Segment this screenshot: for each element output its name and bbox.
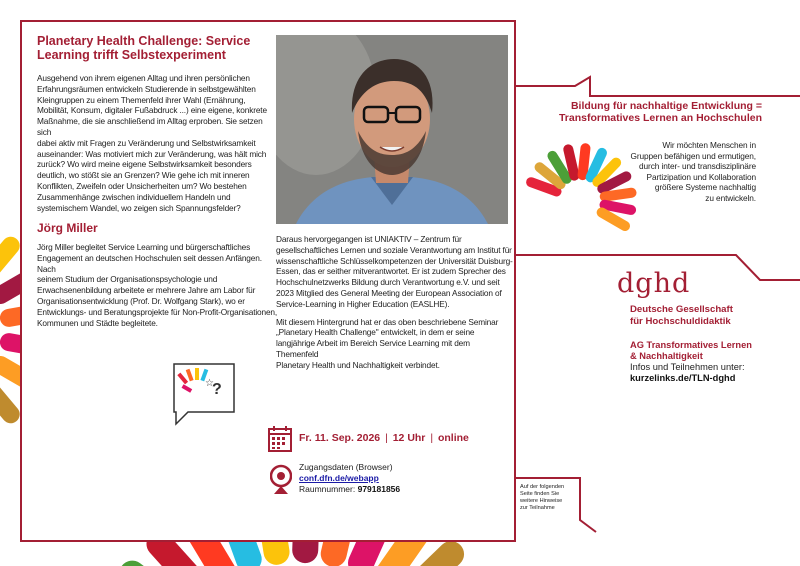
- text-line: auseinander: Was motiviert mich zur Veränderung, was hält mich: [37, 148, 267, 159]
- text-line: Ausgehend von ihrem eigenen Alltag und ihren persönlichen: [37, 73, 250, 83]
- text-line: dabei aktiv mit Fragen zu Veränderung und Selbstwirksamkeit: [37, 137, 256, 148]
- text-line: 2023 Mitglied des General Meeting der European Association of: [276, 287, 502, 298]
- text-line: zu entwickeln.: [705, 192, 756, 203]
- text-line: systemischem Wandel, wo zeigen sich Spannungsfelder?: [37, 202, 241, 213]
- speech-bubble-icon: [168, 360, 240, 426]
- speaker-name: Jörg Miller: [37, 221, 98, 235]
- ag-link[interactable]: kurzelinks.de/TLN-dghd: [630, 373, 736, 383]
- org-line: für Hochschuldidaktik: [630, 315, 731, 327]
- followup-note: [520, 484, 580, 512]
- text-line: Erwachsenenbildung arbeitete er mehrere Jahre am Labor für: [37, 285, 256, 296]
- speaker-bio-continued: [276, 234, 514, 371]
- panel-title-line: Bildung für nachhaltige Entwicklung =: [570, 100, 762, 112]
- room-number: 979181856: [357, 484, 401, 494]
- svg-text:☆: ☆: [205, 378, 214, 389]
- webapp-link[interactable]: conf.dfn.de/webapp: [299, 473, 379, 483]
- text-line: Kommunen und Städte begleitete.: [37, 317, 158, 328]
- text-line: Essen, das er seither mitverantwortet. Er ist zudem Sprecher des: [276, 266, 506, 277]
- text-line: Zusammenhänge zwischen individuellem Handeln und: [37, 191, 231, 202]
- event-datetime: [299, 432, 469, 444]
- separator: |: [430, 432, 434, 444]
- sdg-ray: [0, 384, 11, 415]
- ag-line: Infos und Teilnehmen unter:: [630, 362, 745, 372]
- text-line: Auf der folgenden: [520, 484, 565, 490]
- panel-title: [512, 100, 762, 124]
- panel-text: [566, 140, 756, 204]
- separator: |: [385, 432, 388, 444]
- text-line: Entwicklungs- und Beratungsprojekte für Non-Profit-Organisationen,: [37, 306, 278, 317]
- sdg-ray: [605, 205, 632, 210]
- text-line: wissenschaftliche Schlüsselkompetenzen der Universität Duisburg-: [276, 255, 513, 266]
- event-mode: online: [437, 432, 469, 444]
- text-line: gesellschaftliches Lernen und soziale Verantwortung am Institut für: [276, 244, 512, 255]
- ag-line: AG Transformatives Lernen: [630, 340, 752, 350]
- text-line: Konflikten, Zweifeln oder Unsicherheiten um? Wo bestehen: [37, 180, 247, 191]
- text-line: Gruppen befähigen und ermutigen,: [630, 150, 756, 161]
- text-line: Mit diesem Hintergrund hat er das oben beschriebene Seminar: [276, 316, 499, 327]
- text-line: Daraus hervorgegangen ist UNIAKTIV – Zentrum für: [276, 234, 462, 244]
- page-title: Planetary Health Challenge: Service Learning trifft Selbstexperiment: [37, 34, 251, 62]
- text-line: Mobilität, Konsum, digitaler Fußabdruck ...) eine eigene, konkrete: [37, 105, 267, 116]
- text-line: zurück? Wo wird meine eigene Selbstwirksamkeit besonders: [37, 159, 252, 170]
- access-label: Zugangsdaten (Browser): [299, 462, 393, 472]
- text-line: zur Teilnahme: [520, 505, 555, 511]
- text-line: Kleingruppen zu einem Themenfeld ihrer Wahl (Ernährung,: [37, 94, 246, 105]
- calendar-icon: [268, 426, 292, 452]
- text-line: Organisationsentwicklung (Prof. Dr. Wolfgang Stark), wo er: [37, 295, 245, 306]
- speaker-bio: [37, 242, 282, 328]
- svg-text:?: ?: [212, 381, 222, 398]
- room-label: Raumnummer:: [299, 484, 356, 494]
- text-line: größere Systeme nachhaltig: [654, 182, 756, 193]
- intro-text: [37, 73, 272, 213]
- text-line: weitere Hinweise: [520, 498, 563, 504]
- event-date: Fr. 11. Sep. 2026: [299, 432, 381, 444]
- working-group-info: [630, 340, 752, 384]
- text-line: Seite finden Sie: [520, 491, 560, 497]
- dghd-logo: dghd: [617, 268, 691, 299]
- text-line: Partizipation und Kollaboration: [646, 171, 756, 182]
- organization-name: [630, 304, 733, 327]
- text-line: Erfahrungsräumen entwickeln Studierende in selbstgewählten: [37, 83, 256, 94]
- event-time: 12 Uhr: [392, 432, 426, 444]
- text-line: durch inter- und transdisziplinäre: [639, 161, 756, 172]
- text-line: Wir möchten Menschen in: [662, 140, 756, 150]
- text-line: „Planetary Health Challenge" entwickelt, in dem er seine: [276, 327, 475, 338]
- text-line: Maßnahme, die sie anschließend im Alltag erproben. Sie setzen sich: [37, 116, 263, 137]
- sdg-ray: [0, 246, 11, 277]
- text-line: Hochschulnetzwerks Bildung durch Verantwortung e.V. und seit: [276, 277, 500, 288]
- text-line: seinem Studium der Organisationspsychologie und: [37, 274, 218, 285]
- webcam-icon: [270, 464, 292, 496]
- speaker-photo: [276, 35, 508, 224]
- text-line: Service-Learning in Higher Education (EASLHE).: [276, 298, 450, 309]
- panel-title-line: Transformatives Lernen an Hochschulen: [558, 112, 762, 124]
- text-line: Engagement an deutschen Hochschulen seit dessen Anfängen. Nach: [37, 252, 262, 274]
- org-line: Deutsche Gesellschaft: [630, 304, 733, 315]
- sdg-ray: [602, 213, 625, 227]
- ag-line: & Nachhaltigkeit: [630, 351, 703, 361]
- access-info: [299, 462, 400, 495]
- text-line: deutlich, wo stößt sie an Grenzen? Wie gehe ich mit inneren: [37, 170, 250, 181]
- text-line: Planetary Health und Nachhaltigkeit verbindet.: [276, 359, 440, 370]
- text-line: Jörg Miller begleitet Service Learning und bürgerschaftliches: [37, 242, 251, 252]
- text-line: langjährige Arbeit im Bereich Service Learning mit dem Themenfeld: [276, 338, 470, 359]
